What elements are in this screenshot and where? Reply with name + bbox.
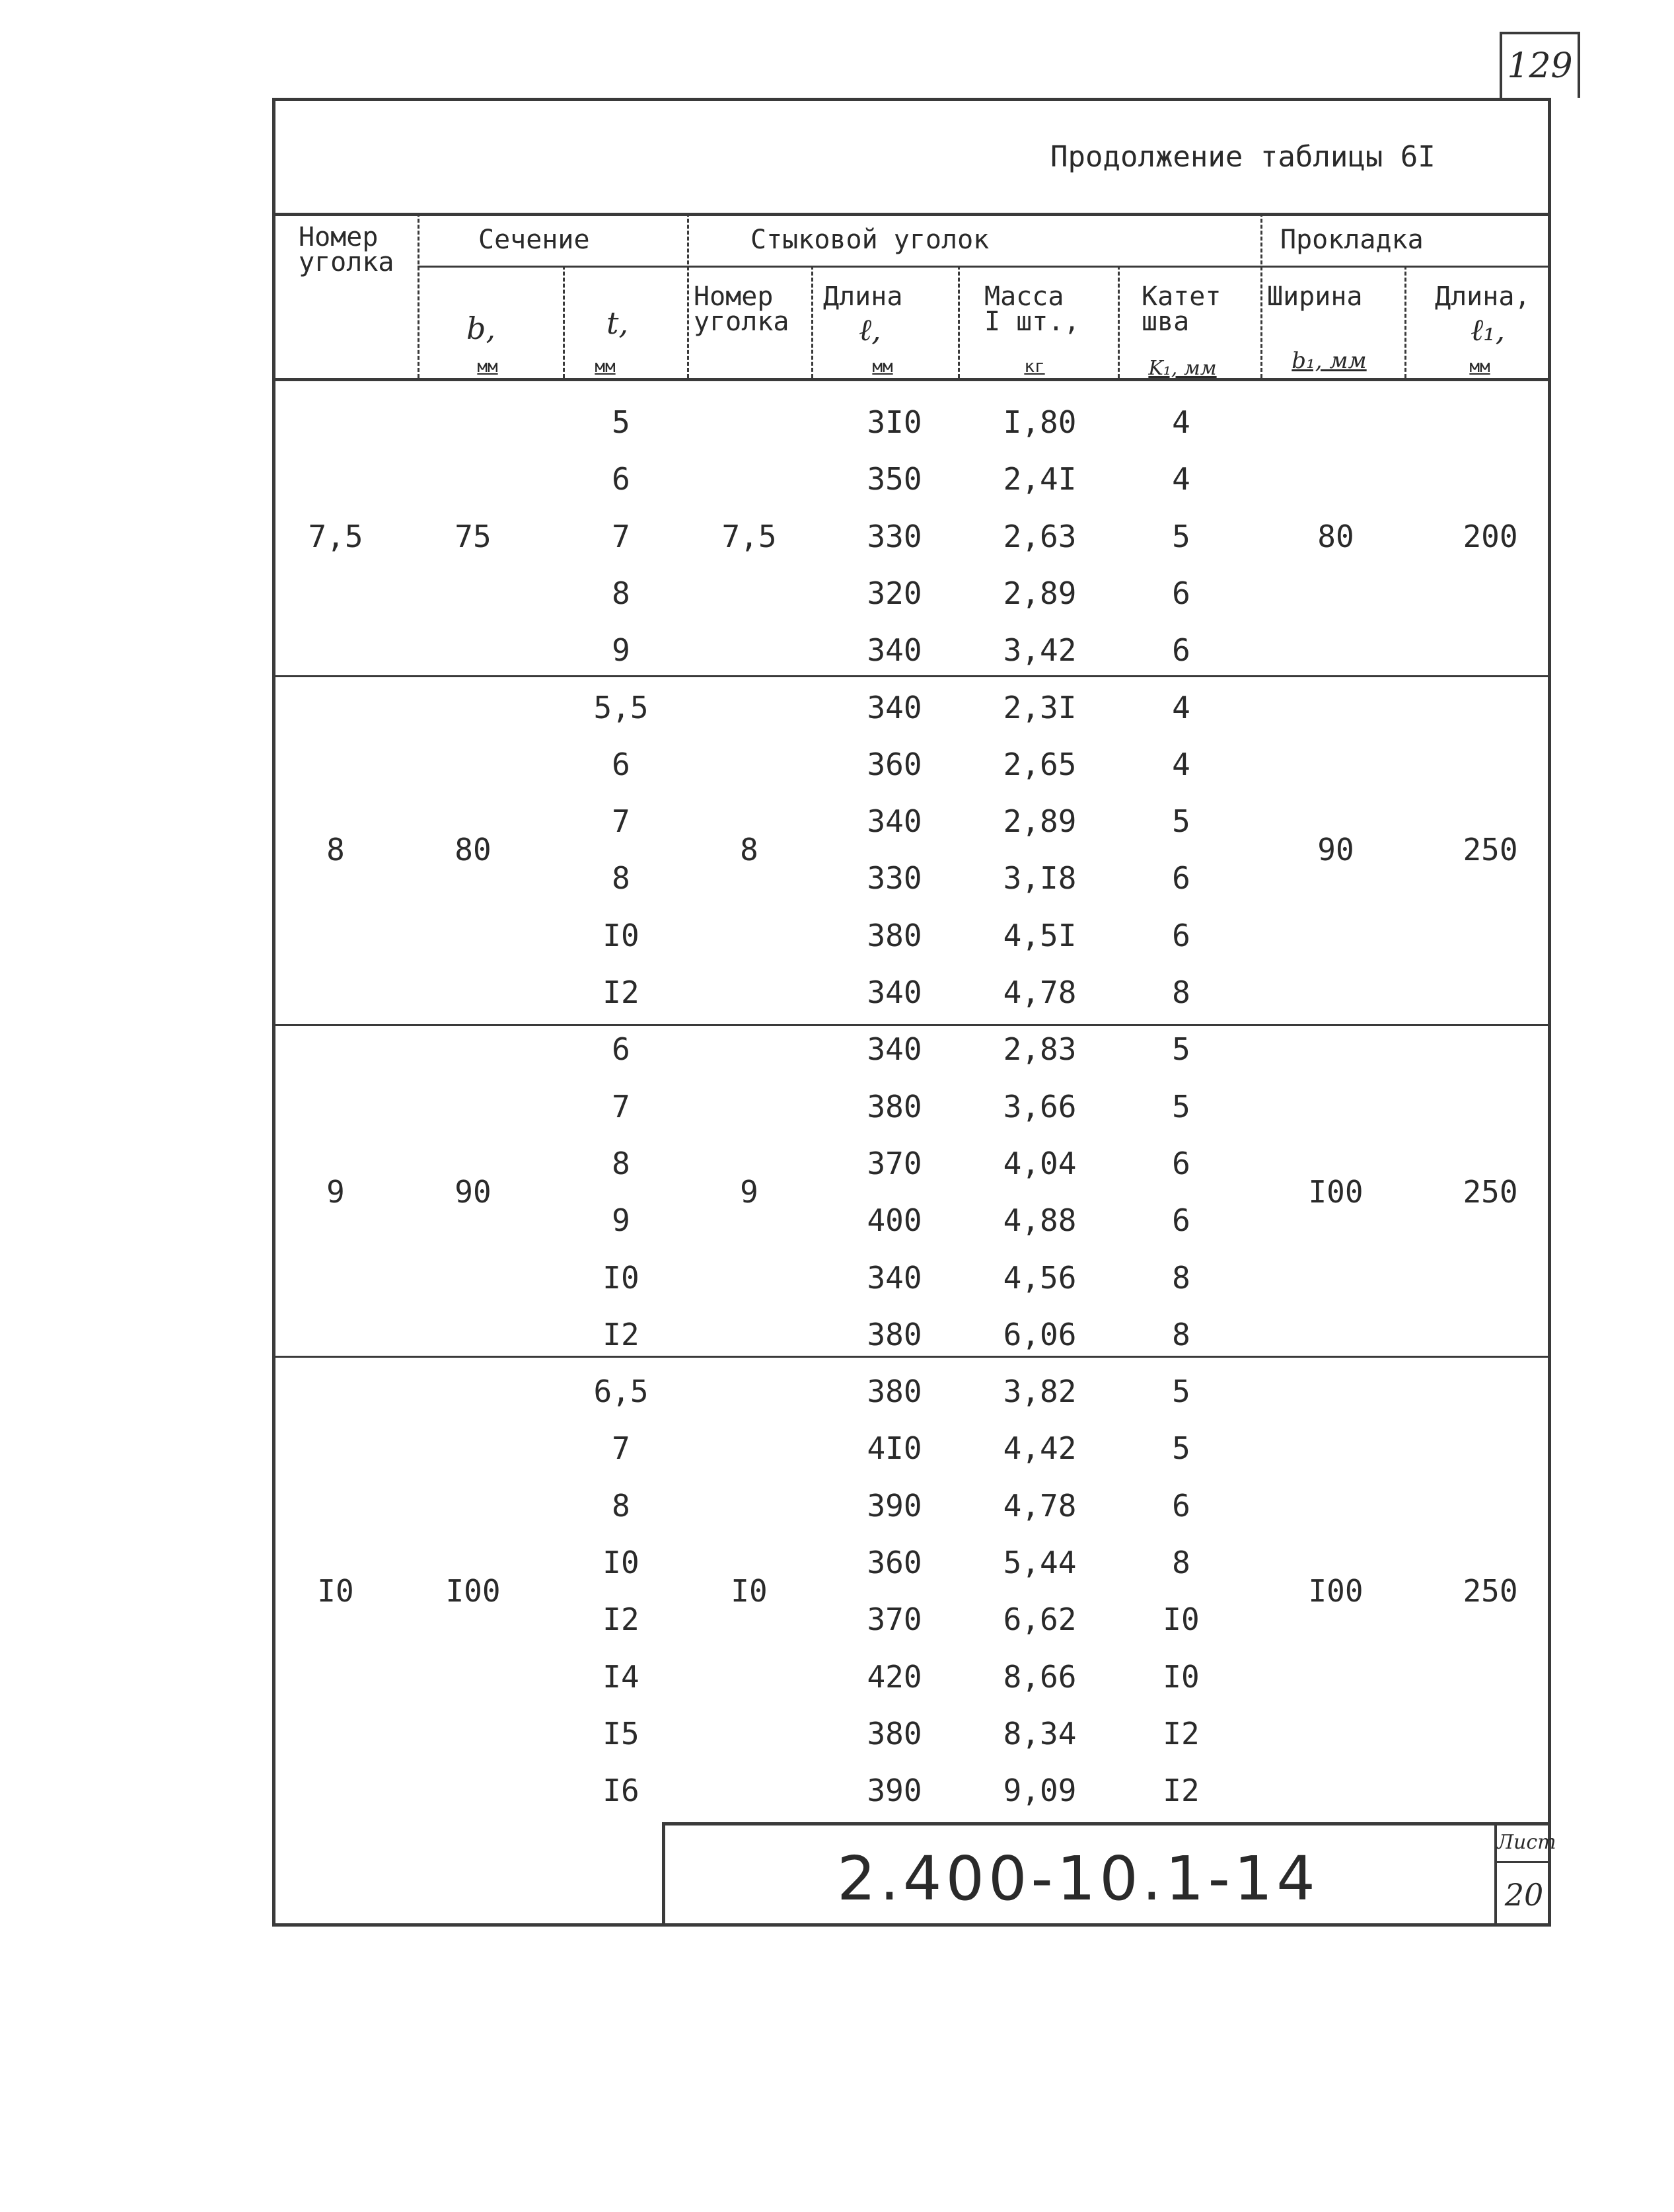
col-sep: [563, 266, 565, 378]
cell-b: 80: [455, 832, 491, 868]
page-number: 129: [1500, 32, 1580, 98]
cell-length: 350: [867, 461, 922, 498]
header-mass-unit: кг: [1024, 357, 1045, 377]
cell-length: 340: [867, 803, 922, 840]
cell-butt-number: I0: [731, 1573, 768, 1609]
header-pad-length: Длина,: [1435, 281, 1531, 312]
header-leg: Катет шва: [1142, 281, 1221, 337]
col-sep: [958, 266, 960, 378]
cell-mass: I,80: [1003, 404, 1077, 440]
cell-thickness: I2: [602, 1316, 639, 1352]
header-pad: Прокладка: [1280, 225, 1424, 255]
header-pad-width-unit: b₁, мм: [1292, 348, 1367, 374]
cell-thickness: 7: [612, 518, 630, 554]
cell-thickness: I0: [602, 917, 639, 953]
cell-thickness: 6: [612, 746, 630, 782]
header-top-line: [272, 213, 1551, 216]
cell-pad-length: 200: [1463, 518, 1518, 554]
cell-pad-width: I00: [1308, 1174, 1364, 1210]
header-butt-angle: Стыковой уголок: [750, 225, 990, 255]
cell-mass: 4,56: [1003, 1259, 1077, 1296]
header-butt-number: Номер уголка: [694, 281, 789, 337]
cell-mass: 2,65: [1003, 746, 1077, 782]
cell-leg: 8: [1172, 1316, 1190, 1352]
cell-mass: 8,66: [1003, 1658, 1077, 1695]
cell-mass: 4,78: [1003, 975, 1077, 1010]
header-leg-unit: K₁, мм: [1148, 357, 1217, 380]
cell-leg: I0: [1163, 1658, 1200, 1695]
header-l-symbol: ℓ,: [859, 312, 881, 348]
cell-leg: 5: [1172, 803, 1190, 840]
cell-length: 340: [867, 689, 922, 725]
header-pad-l-symbol: ℓ₁,: [1471, 312, 1506, 348]
cell-thickness: 7: [612, 1430, 630, 1467]
cell-thickness: 8: [612, 1145, 630, 1181]
cell-leg: 5: [1172, 1374, 1190, 1410]
cell-thickness: I5: [602, 1715, 639, 1751]
cell-leg: 8: [1172, 1259, 1190, 1296]
header-l-unit: мм: [872, 357, 893, 377]
cell-mass: 4,88: [1003, 1202, 1077, 1239]
cell-length: 360: [867, 746, 922, 782]
cell-leg: 6: [1172, 575, 1190, 611]
cell-thickness: 6,5: [593, 1374, 649, 1410]
col-sep: [418, 213, 419, 378]
group-separator: [272, 1024, 1551, 1026]
cell-mass: 2,83: [1003, 1031, 1077, 1068]
cell-mass: 8,34: [1003, 1715, 1077, 1751]
cell-leg: 6: [1172, 1145, 1190, 1181]
cell-butt-number: 8: [740, 832, 758, 868]
cell-thickness: I0: [602, 1545, 639, 1580]
cell-butt-number: 9: [740, 1174, 758, 1210]
cell-thickness: 9: [612, 632, 630, 669]
cell-mass: 4,5I: [1003, 917, 1077, 953]
cell-pad-width: 80: [1317, 518, 1354, 554]
col-sep: [1404, 266, 1406, 378]
cell-length: 390: [867, 1773, 922, 1809]
cell-pad-width: I00: [1308, 1573, 1364, 1609]
cell-leg: 6: [1172, 632, 1190, 669]
cell-pad-length: 250: [1463, 832, 1518, 868]
cell-length: 380: [867, 1374, 922, 1410]
cell-mass: 2,63: [1003, 518, 1077, 554]
cell-length: 340: [867, 1259, 922, 1296]
header-b-unit: мм: [477, 357, 498, 377]
cell-leg: I2: [1163, 1715, 1200, 1751]
cell-thickness: 8: [612, 1487, 630, 1524]
header-pad-l-unit: мм: [1469, 357, 1490, 377]
header-section: Сечение: [478, 225, 590, 255]
cell-thickness: I4: [602, 1658, 639, 1695]
cell-thickness: 7: [612, 1088, 630, 1124]
cell-length: 390: [867, 1487, 922, 1524]
cell-butt-number: 7,5: [721, 518, 777, 554]
cell-angle-number: I0: [317, 1573, 354, 1609]
cell-leg: 6: [1172, 917, 1190, 953]
cell-length: 340: [867, 1031, 922, 1068]
cell-thickness: I6: [602, 1773, 639, 1809]
cell-angle-number: 8: [326, 832, 345, 868]
cell-leg: 5: [1172, 1088, 1190, 1124]
cell-thickness: 6: [612, 461, 630, 498]
cell-leg: 5: [1172, 1031, 1190, 1068]
cell-thickness: I2: [602, 1602, 639, 1638]
cell-length: 360: [867, 1545, 922, 1580]
cell-leg: 8: [1172, 1545, 1190, 1580]
cell-length: 370: [867, 1602, 922, 1638]
cell-leg: 4: [1172, 461, 1190, 498]
cell-b: 90: [455, 1174, 491, 1210]
cell-length: 380: [867, 1715, 922, 1751]
header-b-symbol: b,: [466, 311, 496, 346]
cell-length: 4I0: [867, 1430, 922, 1467]
cell-mass: 2,89: [1003, 803, 1077, 840]
cell-pad-length: 250: [1463, 1573, 1518, 1609]
cell-thickness: 8: [612, 575, 630, 611]
cell-length: 420: [867, 1658, 922, 1695]
cell-length: 320: [867, 575, 922, 611]
cell-mass: 3,42: [1003, 632, 1077, 669]
cell-thickness: 8: [612, 860, 630, 897]
table-caption: Продолжение таблицы 6I: [1050, 140, 1436, 174]
cell-leg: I2: [1163, 1773, 1200, 1809]
cell-length: 330: [867, 518, 922, 554]
cell-leg: 8: [1172, 975, 1190, 1010]
cell-length: 340: [867, 975, 922, 1010]
cell-mass: 2,3I: [1003, 689, 1077, 725]
cell-leg: 4: [1172, 404, 1190, 440]
header-t-symbol: t,: [606, 305, 629, 341]
cell-mass: 6,62: [1003, 1602, 1077, 1638]
cell-mass: 6,06: [1003, 1316, 1077, 1352]
cell-pad-length: 250: [1463, 1174, 1518, 1210]
cell-thickness: 5: [612, 404, 630, 440]
header-mass: Масса I шт.,: [984, 281, 1080, 337]
cell-mass: 9,09: [1003, 1773, 1077, 1809]
cell-length: 330: [867, 860, 922, 897]
cell-thickness: 9: [612, 1202, 630, 1239]
document-code: 2.400-10.1-14: [837, 1843, 1319, 1914]
cell-leg: 4: [1172, 746, 1190, 782]
header-t-unit: мм: [595, 357, 616, 377]
cell-angle-number: 7,5: [308, 518, 363, 554]
sheet-number: 20: [1494, 1863, 1551, 1927]
cell-length: 400: [867, 1202, 922, 1239]
cell-mass: 4,78: [1003, 1487, 1077, 1524]
col-sep: [687, 213, 689, 378]
cell-mass: 5,44: [1003, 1545, 1077, 1580]
cell-thickness: 5,5: [593, 689, 649, 725]
cell-thickness: 6: [612, 1031, 630, 1068]
header-length: Длина: [823, 281, 903, 312]
header-bottom-line: [272, 378, 1551, 381]
cell-leg: 6: [1172, 1202, 1190, 1239]
sheet-label: Лист: [1494, 1822, 1551, 1863]
cell-length: 3I0: [867, 404, 922, 440]
header-mid-line: [418, 266, 1551, 268]
cell-mass: 2,4I: [1003, 461, 1077, 498]
col-sep: [811, 266, 813, 378]
group-separator: [272, 675, 1551, 677]
cell-length: 380: [867, 1088, 922, 1124]
cell-b: 75: [455, 518, 491, 554]
cell-leg: 6: [1172, 1487, 1190, 1524]
cell-thickness: I2: [602, 975, 639, 1010]
cell-thickness: 7: [612, 803, 630, 840]
cell-thickness: I0: [602, 1259, 639, 1296]
col-sep: [1260, 213, 1262, 378]
header-angle-number: Номер уголка: [299, 222, 394, 277]
cell-b: I00: [445, 1573, 501, 1609]
cell-angle-number: 9: [326, 1174, 345, 1210]
cell-mass: 3,I8: [1003, 860, 1077, 897]
cell-length: 380: [867, 1316, 922, 1352]
cell-length: 380: [867, 917, 922, 953]
cell-leg: 5: [1172, 1430, 1190, 1467]
cell-leg: I0: [1163, 1602, 1200, 1638]
header-pad-width: Ширина: [1267, 281, 1363, 312]
cell-length: 340: [867, 632, 922, 669]
cell-mass: 4,42: [1003, 1430, 1077, 1467]
cell-leg: 4: [1172, 689, 1190, 725]
cell-mass: 4,04: [1003, 1145, 1077, 1181]
cell-mass: 3,82: [1003, 1374, 1077, 1410]
cell-leg: 6: [1172, 860, 1190, 897]
cell-mass: 3,66: [1003, 1088, 1077, 1124]
cell-length: 370: [867, 1145, 922, 1181]
cell-mass: 2,89: [1003, 575, 1077, 611]
group-separator: [272, 1356, 1551, 1358]
cell-leg: 5: [1172, 518, 1190, 554]
col-sep: [1118, 266, 1120, 378]
cell-pad-width: 90: [1317, 832, 1354, 868]
